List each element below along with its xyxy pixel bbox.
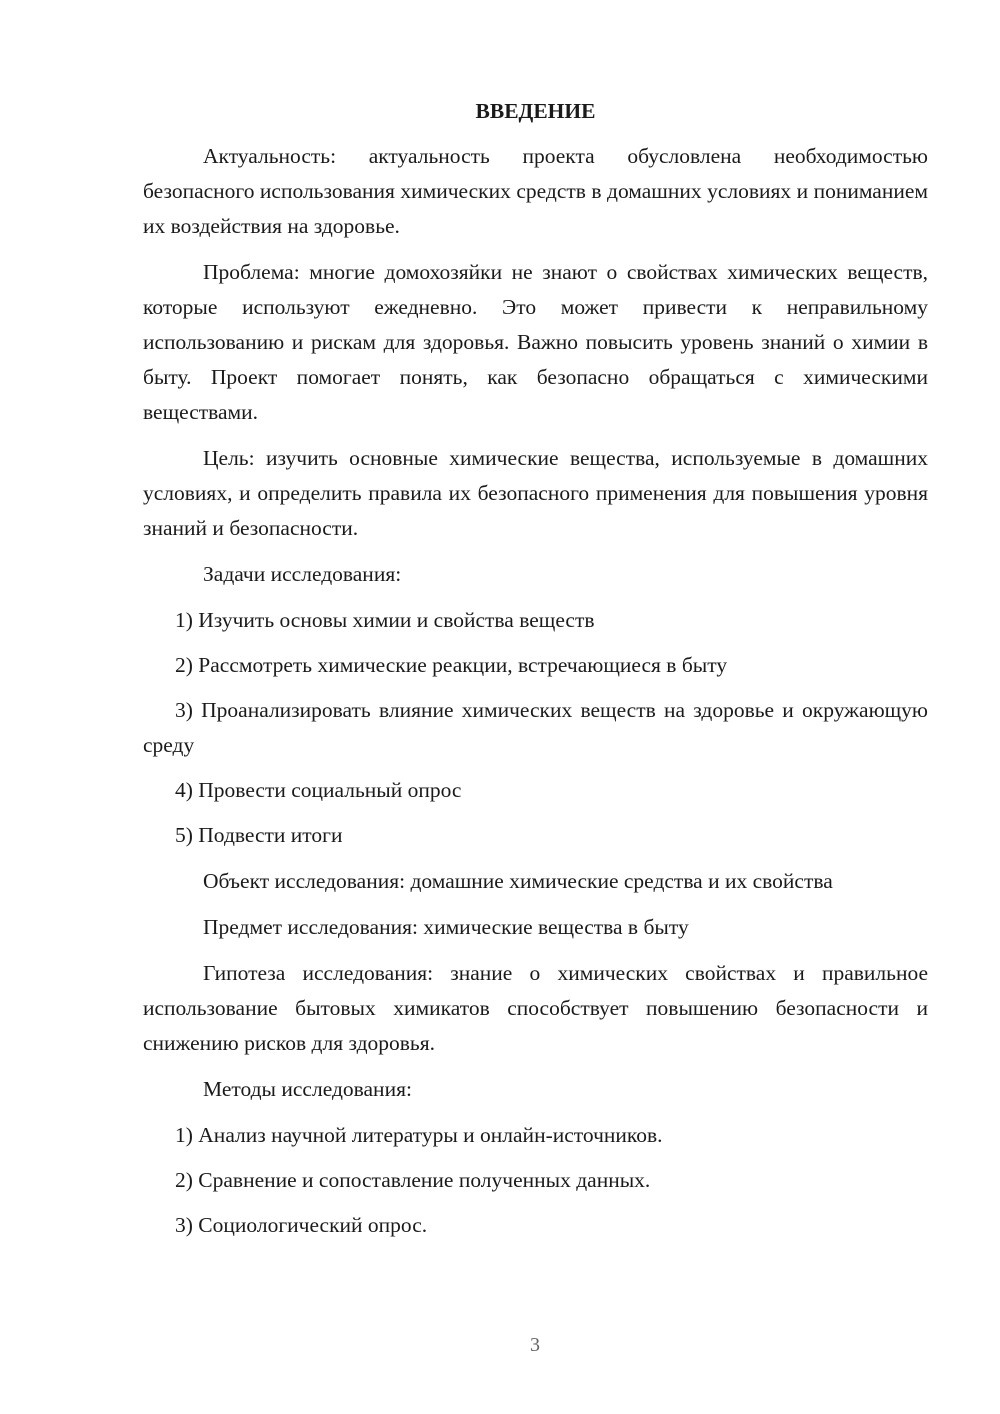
subject-paragraph: Предмет исследования: химические вещества в быту (203, 915, 689, 939)
goal-paragraph: Цель: изучить основные химические вещества, используемые в домашних условиях, и определить правила их безопасного применения для повышения уровня знаний и безопасности. (143, 446, 928, 540)
section-title: ВВЕДЕНИЕ (475, 99, 596, 123)
object-paragraph: Объект исследования: домашние химические средства и их свойства (203, 869, 833, 893)
hypothesis-paragraph: Гипотеза исследования: знание о химических свойствах и правильное использование бытовых химикатов способствует повышению безопасности и снижению рисков для здоровья. (143, 961, 928, 1055)
list-item: 1) Анализ научной литературы и онлайн-источников. (175, 1123, 663, 1147)
list-item: 1) Изучить основы химии и свойства веществ (175, 608, 595, 632)
list-item: 4) Провести социальный опрос (175, 778, 462, 802)
tasks-list (143, 603, 928, 853)
list-item: 3) Проанализировать влияние химических веществ на здоровье и окружающую среду (143, 698, 928, 757)
methods-heading: Методы исследования: (203, 1077, 412, 1101)
list-item: 2) Сравнение и сопоставление полученных данных. (175, 1168, 651, 1192)
page-number: 3 (530, 1334, 540, 1356)
list-item: 2) Рассмотреть химические реакции, встречающиеся в быту (175, 653, 728, 677)
methods-list (143, 1118, 928, 1243)
list-item: 3) Социологический опрос. (175, 1213, 428, 1237)
list-item: 5) Подвести итоги (175, 823, 343, 847)
tasks-heading: Задачи исследования: (203, 562, 402, 586)
problem-paragraph: Проблема: многие домохозяйки не знают о свойствах химических веществ, которые используют ежедневно. Это может привести к неправильному использованию и рискам для здоровья. Важно повысить уровень знаний о химии в быту. Проект помогает понять, как безопасно обращаться с химическими веществами. (143, 260, 928, 424)
document-page (143, 95, 928, 1254)
actuality-paragraph: Актуальность: актуальность проекта обусловлена необходимостью безопасного использования химических средств в домашних условиях и пониманием их воздействия на здоровье. (143, 144, 928, 238)
